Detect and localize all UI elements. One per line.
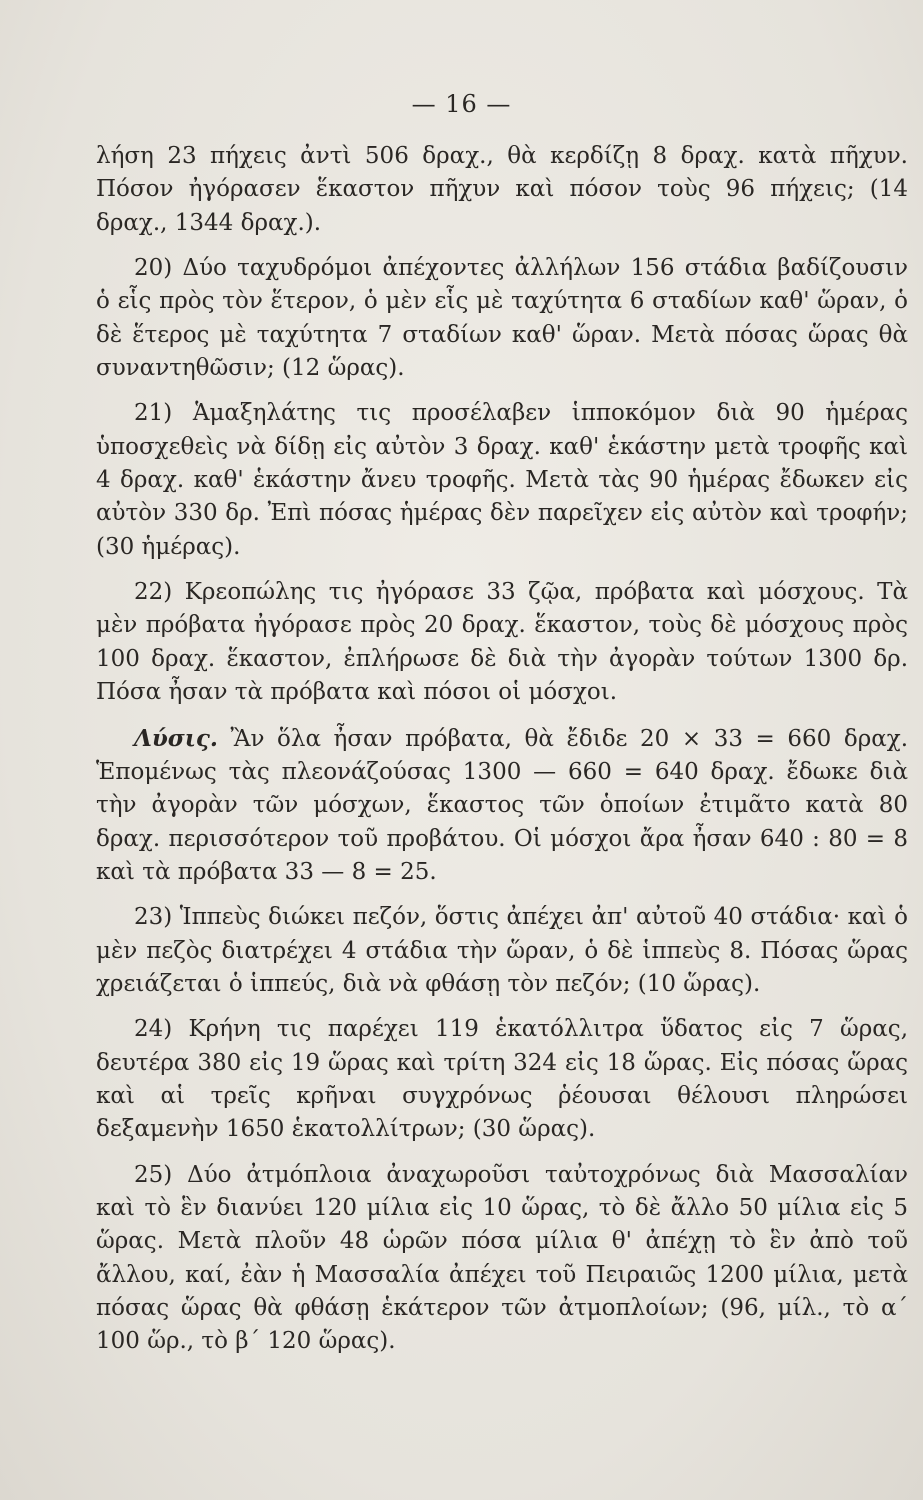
problem-25: 25) Δύο ἀτμόπλοια ἀναχωροῦσι ταὐτοχρόνως διὰ Μασσαλίαν καὶ τὸ ἓν διανύει 120 μίλια εἰς 10 ὥρας, τὸ δὲ ἄλλο 50 μίλια εἰς 5 ὥρας. Μετὰ πλοῦν 48 ὡρῶν πόσα μίλια θ' ἀπέχῃ τὸ ἓν ἀπὸ τοῦ ἄλλου, καί, ἐὰν ἡ Μασσαλία ἀπέχει τοῦ Πειραιῶς 1200 μίλια, μετὰ πόσας ὥρας θὰ φθάσῃ ἑκάτερον τῶν ἀτμοπλοίων; (96, μίλ., τὸ α΄ 100 ὥρ., τὸ β΄ 120 ὥρας). [96, 1161, 908, 1355]
problem-21: 21) Ἁμαξηλάτης τις προσέλαβεν ἱπποκόμον διὰ 90 ἡμέρας ὑποσχεθεὶς νὰ δίδῃ εἰς αὐτὸν 3 δραχ. καθ' ἑκάστην μετὰ τροφῆς καὶ 4 δραχ. καθ' ἑκάστην ἄνευ τροφῆς. Μετὰ τὰς 90 ἡμέρας ἔδωκεν εἰς αὐτὸν 330 δρ. Ἐπὶ πόσας ἡμέρας δὲν παρεῖχεν εἰς αὐτὸν καὶ τροφήν; (30 ἡμέρας). [96, 400, 908, 560]
solution-22 [96, 722, 908, 890]
problem-20: 20) Δύο ταχυδρόμοι ἀπέχοντες ἀλλήλων 156 στάδια βαδίζουσιν ὁ εἷς πρὸς τὸν ἕτερον, ὁ μὲν εἷς μὲ ταχύτητα 6 σταδίων καθ' ὥραν, ὁ δὲ ἕτερος μὲ ταχύτητα 7 σταδίων καθ' ὥραν. Μετὰ πόσας ὥρας θὰ συναντηθῶσιν; (12 ὥρας). [96, 255, 908, 382]
text-block [96, 140, 908, 1371]
problem-22: 22) Κρεοπώλης τις ἠγόρασε 33 ζῷα, πρόβατα καὶ μόσχους. Τὰ μὲν πρόβατα ἠγόρασε πρὸς 20 δραχ. ἕκαστον, τοὺς δὲ μόσχους πρὸς 100 δραχ. ἕκαστον, ἐπλήρωσε δὲ διὰ τὴν ἀγορὰν τούτων 1300 δρ. Πόσα ἦσαν τὰ πρόβατα καὶ πόσοι οἱ μόσχοι. [96, 579, 908, 706]
solution-text: Ἂν ὅλα ἦσαν πρόβατα, θὰ ἔδιδε 20 × 33 = 660 δραχ. Ἑπομένως τὰς πλεονάζούσας 1300 — 660 = 640 δραχ. ἔδωκε διὰ τὴν ἀγορὰν τῶν μόσχων, ἕκαστος τῶν ὁποίων ἐτιμᾶτο κατὰ 80 δραχ. περισσότερον τοῦ προβάτου. Οἱ μόσχοι ἄρα ἦσαν 640 : 80 = 8 καὶ τὰ πρόβατα 33 — 8 = 25. [96, 725, 909, 885]
paragraph-continued: λήση 23 πήχεις ἀντὶ 506 δραχ., θὰ κερδίζῃ 8 δραχ. κατὰ πῆχυν. Πόσον ἠγόρασεν ἕκαστον πῆχυν καὶ πόσον τοὺς 96 πήχεις; (14 δραχ., 1344 δραχ.). [96, 143, 908, 236]
problem-24: 24) Κρήνη τις παρέχει 119 ἑκατόλλιτρα ὕδατος εἰς 7 ὥρας, δευτέρα 380 εἰς 19 ὥρας καὶ τρίτη 324 εἰς 18 ὥρας. Εἰς πόσας ὥρας καὶ αἱ τρεῖς κρῆναι συγχρόνως ῥέουσαι θέλουσι πληρώσει δεξαμενὴν 1650 ἑκατολλίτρων; (30 ὥρας). [96, 1016, 908, 1143]
page-number: — 16 — [411, 90, 512, 118]
problem-23: 23) Ἱππεὺς διώκει πεζόν, ὅστις ἀπέχει ἀπ' αὐτοῦ 40 στάδια· καὶ ὁ μὲν πεζὸς διατρέχει 4 στάδια τὴν ὥραν, ὁ δὲ ἱππεὺς 8. Πόσας ὥρας χρειάζεται ὁ ἱππεύς, διὰ νὰ φθάσῃ τὸν πεζόν; (10 ὥρας). [96, 904, 908, 997]
solution-label: Λύσις. [134, 724, 218, 752]
